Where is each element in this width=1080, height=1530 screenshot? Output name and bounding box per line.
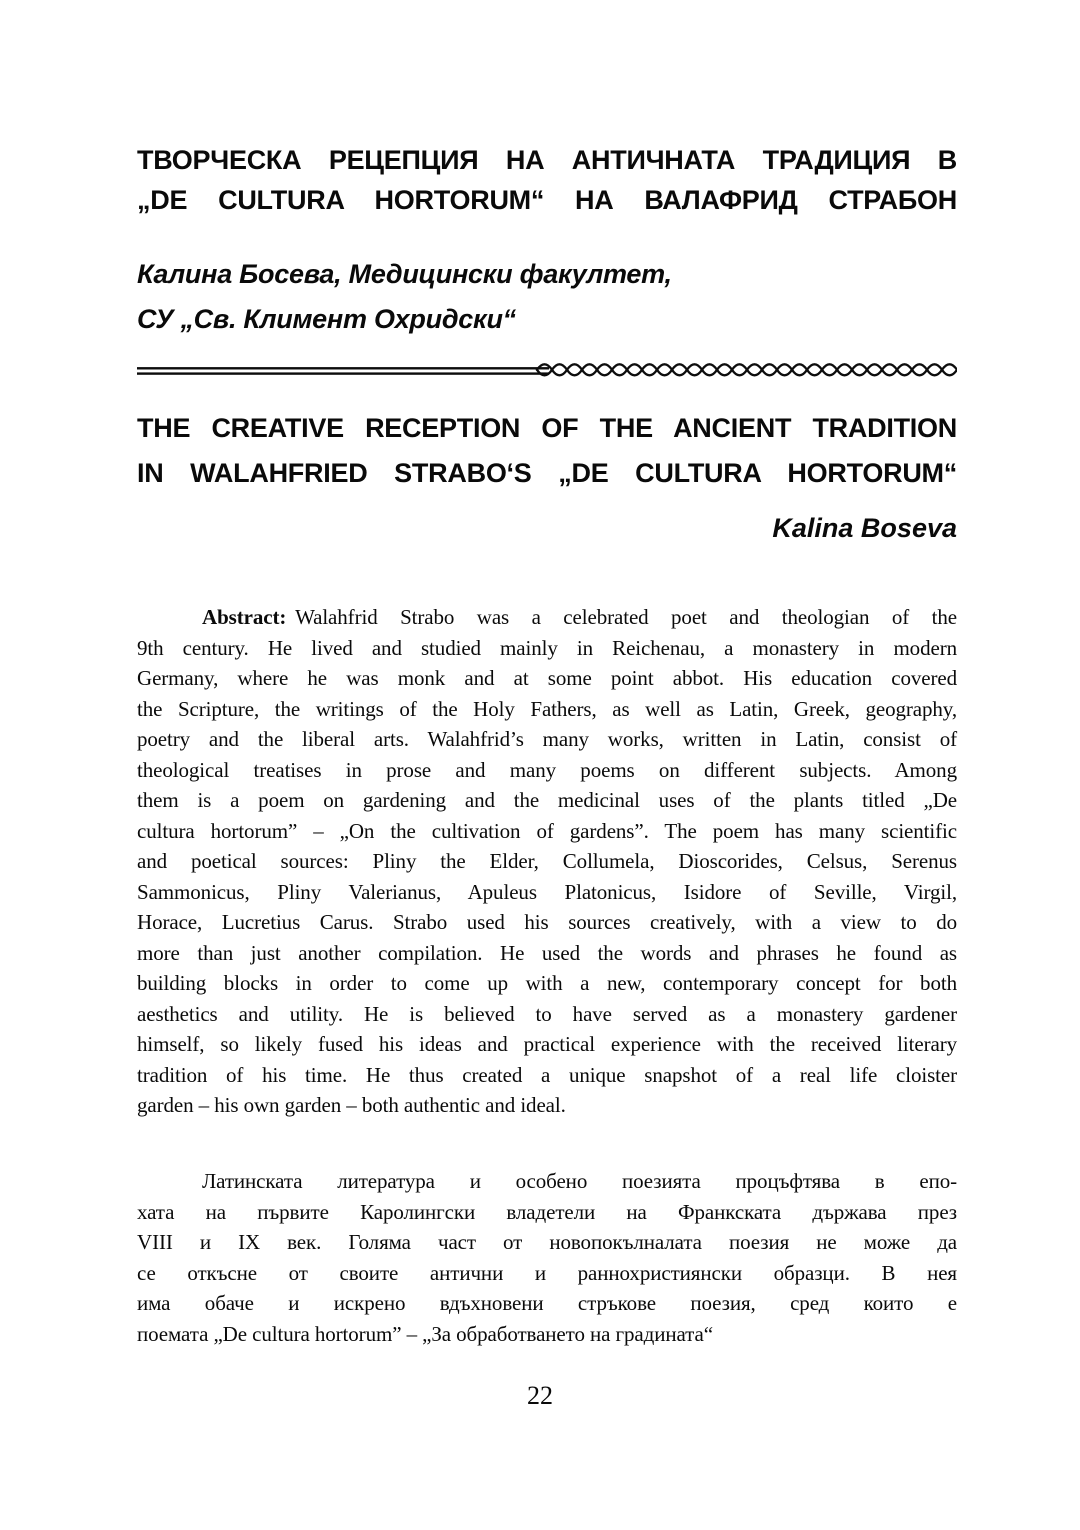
abstract-line: Sammonicus, Pliny Valerianus, Apuleus Platonicus, Isidore of Seville, Virgil, (137, 879, 957, 904)
body-line: се откъсне от своите антични и раннохристиянски образци. В нея (137, 1260, 957, 1285)
abstract-line: tradition of his time. He thus created a unique snapshot of a real life cloister (137, 1062, 957, 1087)
title-bulgarian-line-2: „DE CULTURA HORTORUM“ НА ВАЛАФРИД СТРАБОН (137, 185, 957, 215)
author-bulgarian (137, 252, 957, 342)
title-english-line-1: THE CREATIVE RECEPTION OF THE ANCIENT TRADITION (137, 413, 957, 443)
abstract-line-text: Walahfrid Strabo was a celebrated poet and theologian of the (295, 605, 957, 629)
abstract-line: 9th century. He lived and studied mainly in Reichenau, a monastery in modern (137, 635, 957, 660)
abstract-line: himself, so likely fused his ideas and practical experience with the received literary (137, 1032, 957, 1056)
author-bulgarian-line-1: Калина Босева, Медицински факултет, (137, 259, 672, 289)
abstract-line: cultura hortorum” – „On the cultivation of gardens”. The poem has many scientific (137, 818, 957, 843)
abstract-paragraph (137, 602, 957, 1121)
abstract-line: and poetical sources: Pliny the Elder, Collumela, Dioscorides, Celsus, Serenus (137, 849, 957, 873)
twisted-braid-icon (537, 364, 957, 375)
abstract-line: the Scripture, the writings of the Holy Fathers, as well as Latin, Greek, geography, (137, 696, 957, 721)
title-bulgarian-line-1: ТВОРЧЕСКА РЕЦЕПЦИЯ НА АНТИЧНАТА ТРАДИЦИЯ В (137, 145, 957, 175)
body-line: хата на първите Каролингски владетели на Франкската държава през (137, 1199, 957, 1224)
abstract-line: theological treatises in prose and many poems on different subjects. Among (137, 757, 957, 782)
abstract-line: Germany, where he was monk and at some point abbot. His education covered (137, 666, 957, 690)
abstract-line: aesthetics and utility. He is believed to have served as a monastery gardener (137, 1001, 957, 1026)
title-bulgarian (137, 140, 957, 220)
body-line: поемата „De cultura hortorum” – „За обработването на градината“ (137, 1321, 713, 1346)
title-english-line-2: IN WALAHFRIED STRABO‘S „DE CULTURA HORTORUM“ (137, 458, 957, 488)
body-line: Латинската литература и особено поезията процъфтява в епо- (202, 1169, 957, 1193)
body-line: VIII и IX век. Голяма част от новопокълналата поезия не може да (137, 1230, 957, 1254)
abstract-line: poetry and the liberal arts. Walahfrid’s many works, written in Latin, consist of (137, 727, 957, 751)
title-english (137, 406, 957, 496)
abstract-line: Horace, Lucretius Carus. Strabo used his sources creatively, with a view to do (137, 910, 957, 934)
abstract-line: more than just another compilation. He used the words and phrases he found as (137, 940, 957, 965)
double-rule (137, 367, 549, 375)
body-line: има обаче и искрено вдъхновени стръкове поезия, сред които е (137, 1291, 957, 1315)
author-english: Kalina Boseva (772, 513, 957, 543)
abstract-line: garden – his own garden – both authentic and ideal. (137, 1093, 566, 1117)
abstract-line (137, 602, 957, 633)
divider-ornament (137, 361, 957, 379)
abstract-label: Abstract: (202, 605, 287, 629)
abstract-line: them is a poem on gardening and the medicinal uses of the plants titled „De (137, 788, 957, 812)
abstract-line: building blocks in order to come up with a new, contemporary concept for both (137, 971, 957, 995)
page-number: 22 (527, 1381, 553, 1410)
body-paragraph-bulgarian (137, 1166, 957, 1349)
author-bulgarian-line-2: СУ „Св. Климент Охридски“ (137, 304, 516, 334)
